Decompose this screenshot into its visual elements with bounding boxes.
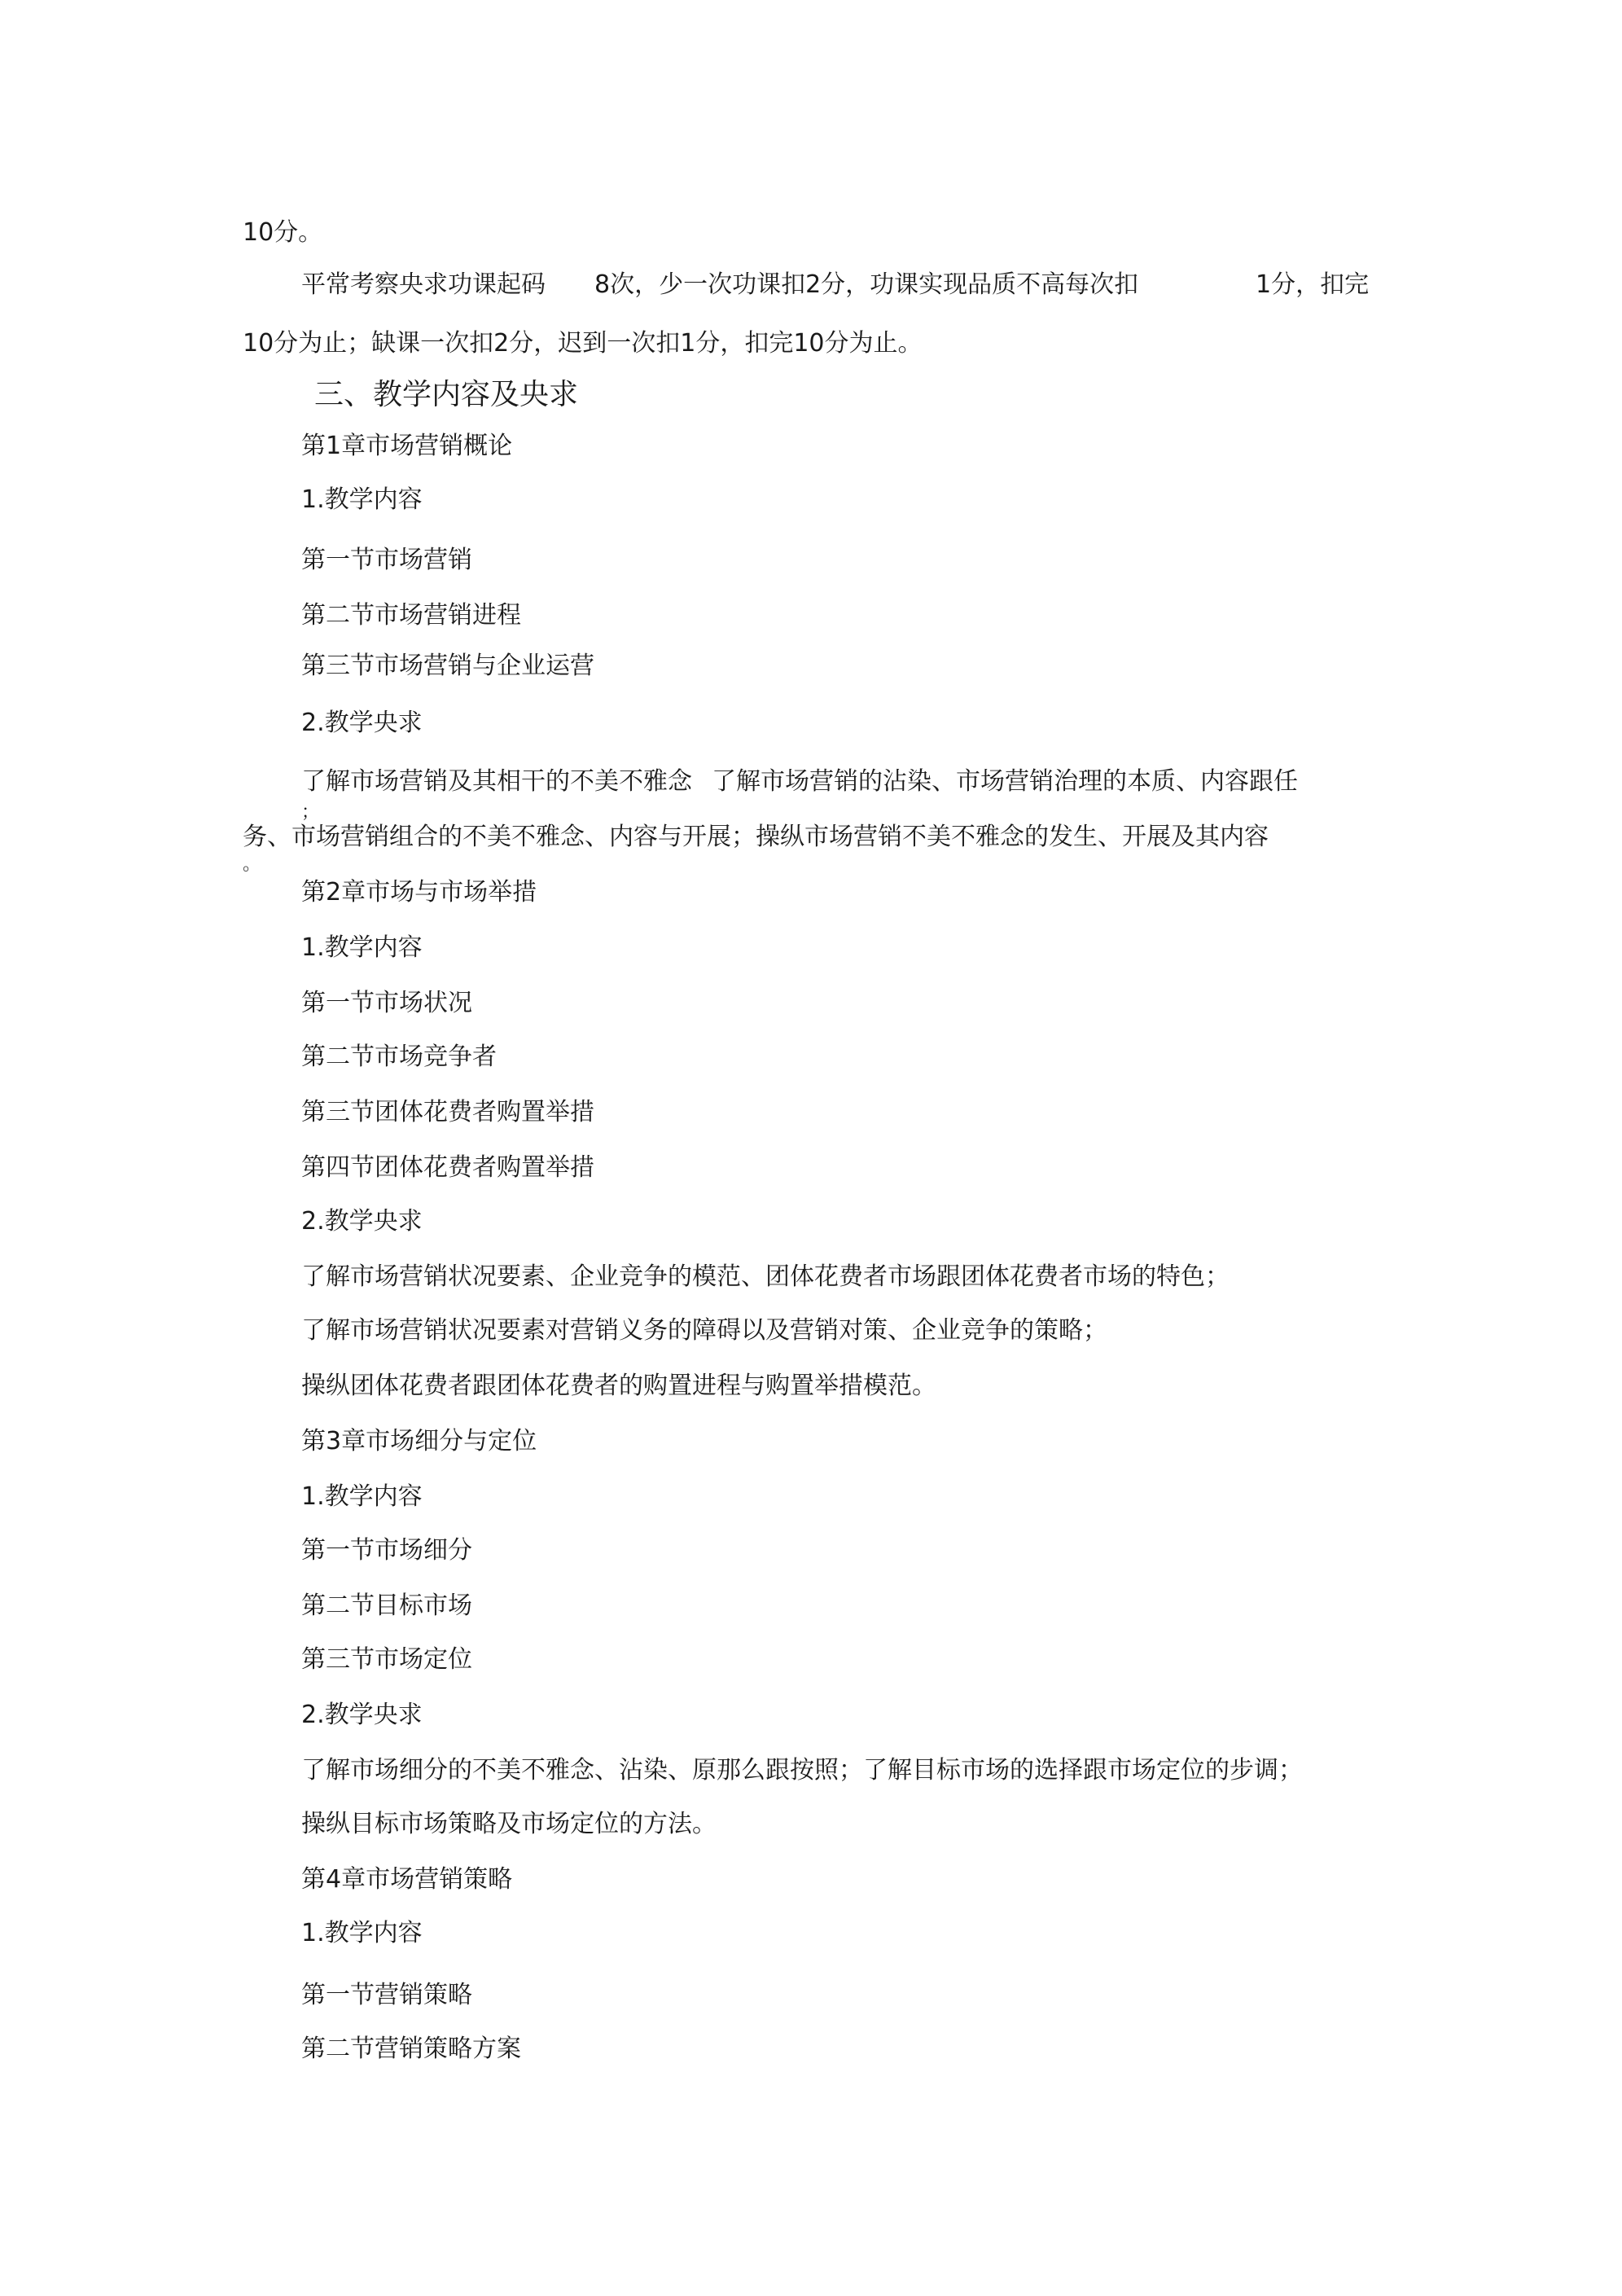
chapter-3-content-label: 1.教学内容 <box>301 1482 423 1511</box>
chapter-4-section-1: 第一节营销策略 <box>301 1981 472 2009</box>
chapter-3-title: 第3章市场细分与定位 <box>301 1427 537 1455</box>
chapter-1-req-line-2: 务、市场营销组合的不美不雅念、内容与开展；操纵市场营销不美不雅念的发生、开展及其内容 <box>243 823 1269 851</box>
chapter-1-section-2: 第二节市场营销进程 <box>301 601 521 630</box>
chapter-2-section-4: 第四节团体花费者购置举措 <box>301 1153 594 1182</box>
attendance-text-c: 1分，扣完 <box>1256 270 1370 299</box>
chapter-1-section-1: 第一节市场营销 <box>301 546 472 574</box>
chapter-3-req-line-2: 操纵目标市场策略及市场定位的方法。 <box>301 1810 717 1838</box>
intro-line: 10分。 <box>243 218 323 247</box>
chapter-2-req-line-3: 操纵团体花费者跟团体花费者的购置进程与购置举措模范。 <box>301 1372 936 1400</box>
chapter-2-req-label: 2.教学央求 <box>301 1207 423 1236</box>
chapter-2-section-1: 第一节市场状况 <box>301 989 472 1017</box>
chapter-2-req-line-2: 了解市场营销状况要素对营销义务的障碍以及营销对策、企业竞争的策略； <box>301 1316 1107 1345</box>
attendance-text-a: 平常考察央求功课起码 <box>301 270 546 299</box>
chapter-1-section-3: 第三节市场营销与企业运营 <box>301 652 594 680</box>
chapter-1-title: 第1章市场营销概论 <box>301 432 513 460</box>
chapter-2-section-3: 第三节团体花费者购置举措 <box>301 1098 594 1126</box>
chapter-4-title: 第4章市场营销策略 <box>301 1865 513 1894</box>
chapter-4-section-2: 第二节营销策略方案 <box>301 2035 521 2063</box>
chapter-1-req-period: 。 <box>243 854 261 875</box>
chapter-2-title: 第2章市场与市场举措 <box>301 878 537 907</box>
chapter-1-content-label: 1.教学内容 <box>301 485 423 514</box>
attendance-line-2: 10分为止；缺课一次扣2分，迟到一次扣1分，扣完10分为止。 <box>243 329 923 358</box>
section-heading: 三、教学内容及央求 <box>314 378 579 411</box>
chapter-3-req-line-1: 了解市场细分的不美不雅念、沾染、原那么跟按照；了解目标市场的选择跟市场定位的步调； <box>301 1756 1303 1785</box>
chapter-1-req-line-1a: 了解市场营销及其相干的不美不雅念 <box>301 767 692 796</box>
chapter-1-req-semicolon: ； <box>301 802 320 823</box>
chapter-3-section-3: 第三节市场定位 <box>301 1645 472 1674</box>
chapter-3-section-2: 第二节目标市场 <box>301 1591 472 1620</box>
chapter-3-req-label: 2.教学央求 <box>301 1701 423 1729</box>
chapter-2-req-line-1: 了解市场营销状况要素、企业竞争的模范、团体花费者市场跟团体花费者市场的特色； <box>301 1262 1230 1291</box>
chapter-3-section-1: 第一节市场细分 <box>301 1536 472 1565</box>
chapter-1-req-label: 2.教学央求 <box>301 709 423 737</box>
attendance-text-b: 8次，少一次功课扣2分，功课实现品质不高每次扣 <box>594 270 1139 299</box>
chapter-1-req-line-1b: 了解市场营销的沾染、市场营销治理的本质、内容跟任 <box>712 767 1298 796</box>
chapter-2-section-2: 第二节市场竞争者 <box>301 1043 497 1071</box>
chapter-2-content-label: 1.教学内容 <box>301 933 423 962</box>
chapter-4-content-label: 1.教学内容 <box>301 1919 423 1947</box>
